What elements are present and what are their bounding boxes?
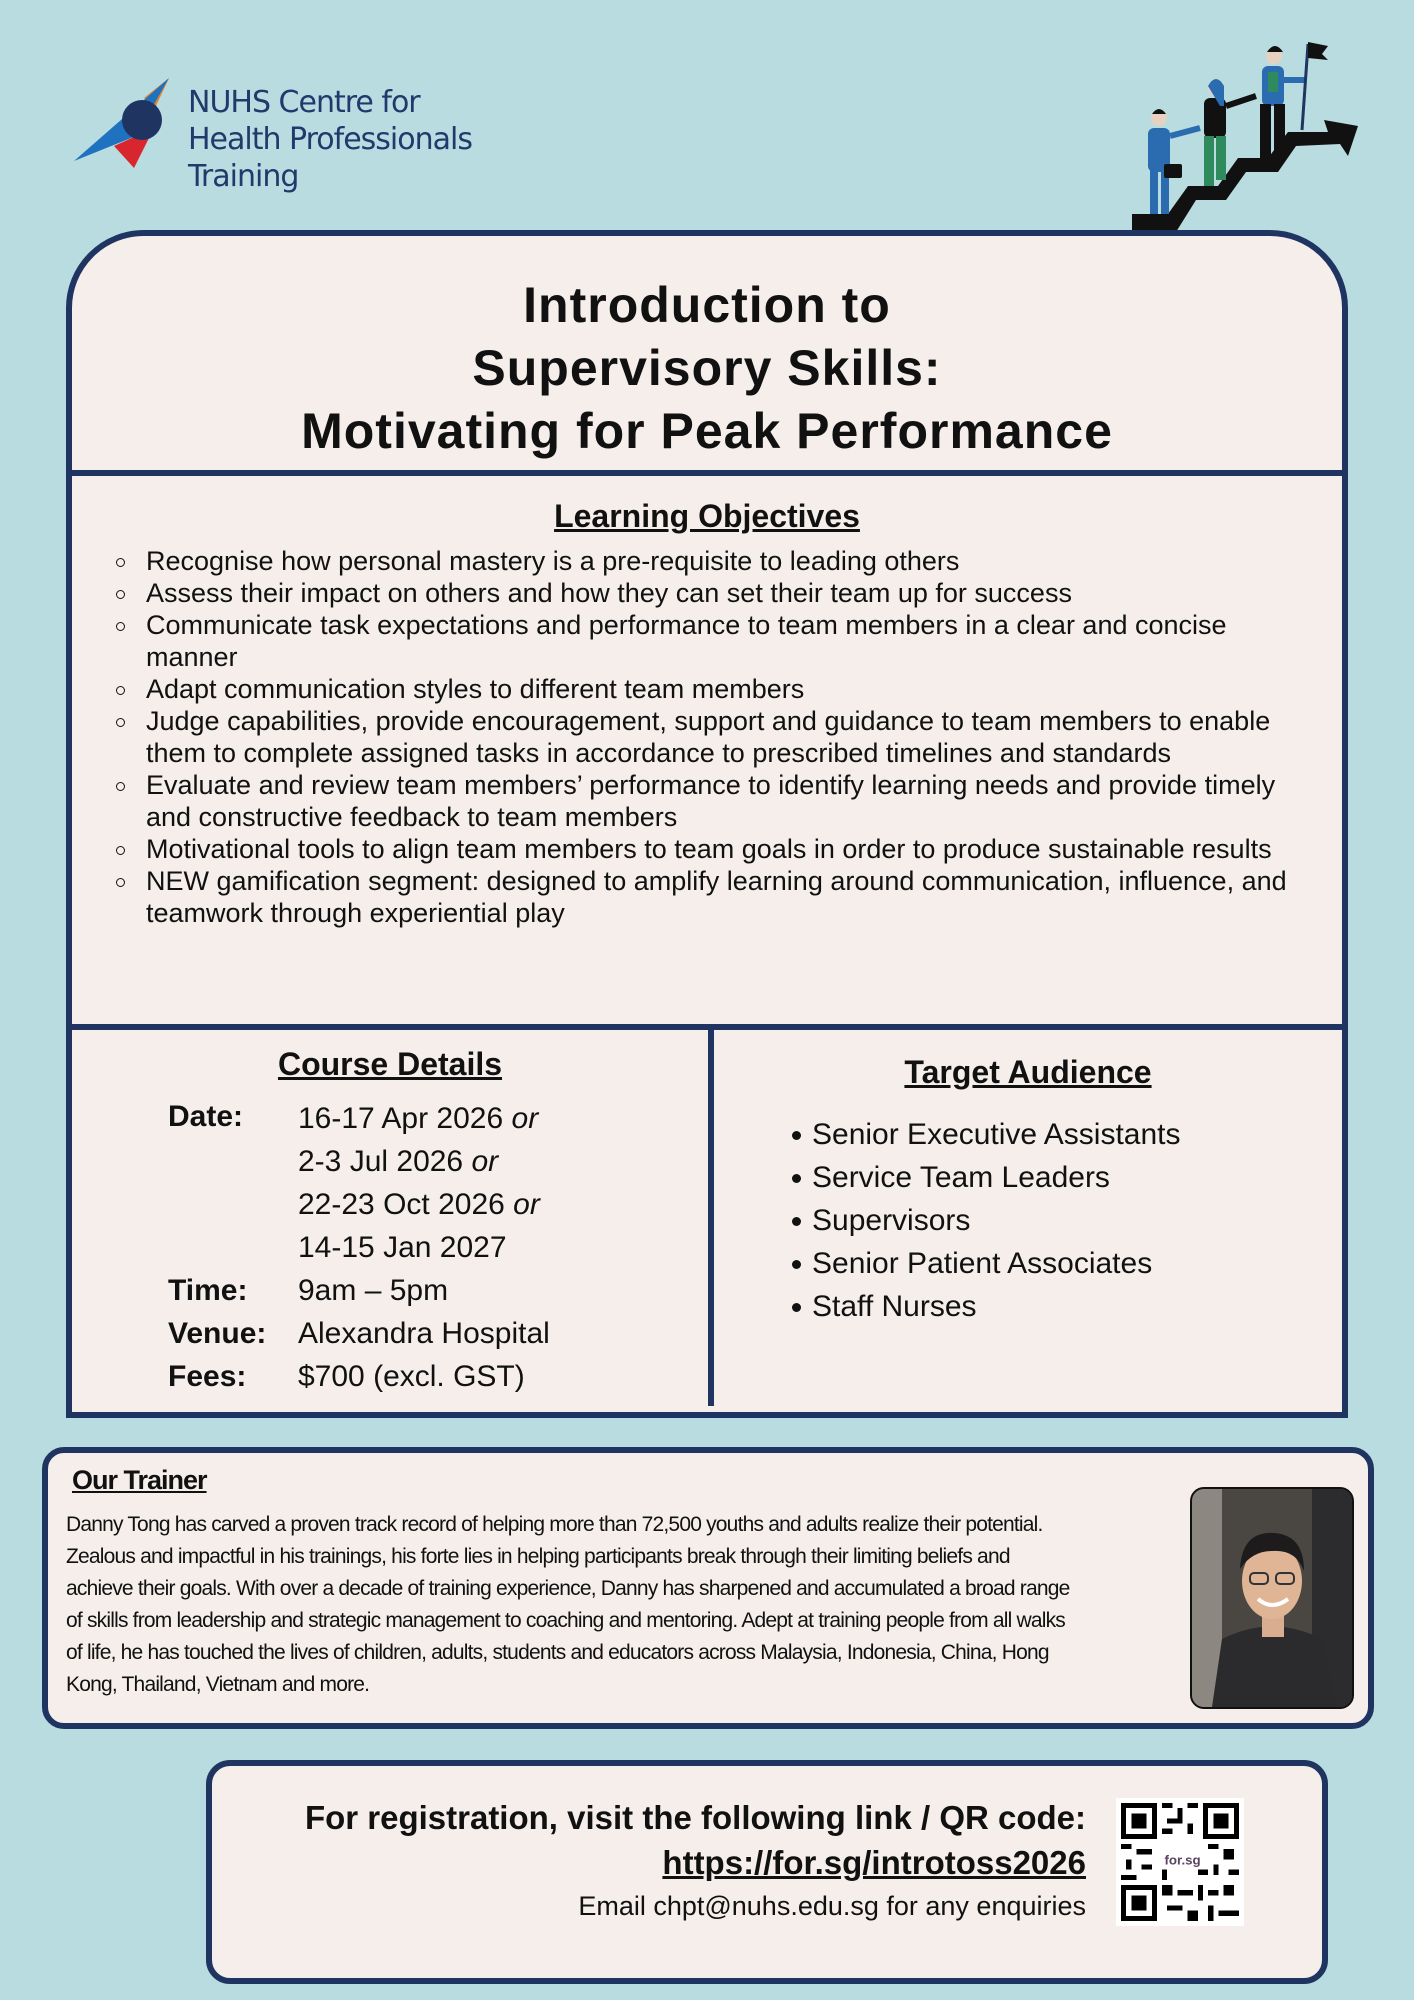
course-details bbox=[72, 1030, 708, 1393]
hollow-bullet-icon bbox=[116, 718, 125, 727]
hollow-bullet-icon bbox=[116, 846, 125, 855]
audience-item: Senior Patient Associates bbox=[812, 1242, 1342, 1285]
hollow-bullet-icon bbox=[116, 558, 125, 567]
objective-text: Recognise how personal mastery is a pre-requisite to leading others bbox=[146, 546, 960, 576]
audience-item: Service Team Leaders bbox=[812, 1156, 1342, 1199]
learning-objectives-heading: Learning Objectives bbox=[554, 498, 860, 534]
target-audience-list bbox=[714, 1113, 1342, 1328]
bullet-icon bbox=[792, 1217, 801, 1226]
date-value-4: 14-15 Jan 2027 bbox=[298, 1231, 507, 1264]
target-audience-heading: Target Audience bbox=[904, 1054, 1152, 1090]
objective-text: Judge capabilities, provide encouragement, support and guidance to team members to enable them to complete assigned tasks in accordance to prescribed timelines and standards bbox=[146, 706, 1271, 768]
time-value: 9am – 5pm bbox=[298, 1274, 449, 1307]
bio-line: Zealous and impactful in his trainings, his forte lies in helping participants break through their limiting beliefs and bbox=[66, 1545, 1010, 1568]
fees-label: Fees: bbox=[168, 1360, 247, 1393]
nuhs-logo bbox=[74, 76, 494, 206]
nuhs-logo-mark-icon bbox=[74, 76, 174, 176]
bio-line: Kong, Thailand, Vietnam and more. bbox=[66, 1673, 370, 1696]
title-section bbox=[72, 236, 1342, 470]
hollow-bullet-icon bbox=[116, 686, 125, 695]
bio-line: achieve their goals. With over a decade of training experience, Danny has sharpened and accumulated a broad range bbox=[66, 1577, 1070, 1600]
bullet-icon bbox=[792, 1131, 801, 1140]
objective-item bbox=[146, 673, 1296, 705]
hollow-bullet-icon bbox=[116, 878, 125, 887]
learning-objectives-list bbox=[72, 545, 1296, 929]
hollow-bullet-icon bbox=[116, 782, 125, 791]
registration-card bbox=[206, 1760, 1328, 1984]
logo-line-3: Training bbox=[188, 159, 299, 194]
objective-text: Motivational tools to align team members to team goals in order to produce sustainable results bbox=[146, 834, 1272, 864]
details-section bbox=[72, 1030, 1342, 1406]
bio-line: of life, he has touched the lives of children, adults, students and educators across Malaysia, Indonesia, China, Hong bbox=[66, 1641, 1049, 1664]
qr-code-icon bbox=[1116, 1798, 1244, 1926]
venue-value: Alexandra Hospital bbox=[298, 1317, 550, 1350]
objective-item bbox=[146, 577, 1296, 609]
trainer-card bbox=[42, 1447, 1374, 1729]
objective-text: Evaluate and review team members’ performance to identify learning needs and provide timely and constructive feedback to team members bbox=[146, 770, 1276, 832]
objective-text: Communicate task expectations and performance to team members in a clear and concise manner bbox=[146, 610, 1227, 672]
date-value-3: 22-23 Oct 2026 or bbox=[298, 1188, 540, 1221]
time-label: Time: bbox=[168, 1274, 248, 1307]
trainer-photo bbox=[1190, 1487, 1354, 1709]
qr-code[interactable] bbox=[1116, 1798, 1244, 1926]
svg-text:for.sg: for.sg bbox=[1164, 1852, 1201, 1868]
logo-text bbox=[188, 84, 472, 195]
team-climbing-stairs-icon bbox=[1128, 36, 1368, 236]
title-line-3: Motivating for Peak Performance bbox=[301, 403, 1113, 459]
trainer-bio bbox=[66, 1509, 1236, 1701]
trainer-heading: Our Trainer bbox=[72, 1465, 207, 1495]
hollow-bullet-icon bbox=[116, 590, 125, 599]
registration-link[interactable]: https://for.sg/introtoss2026 bbox=[662, 1844, 1086, 1881]
learning-objectives-section bbox=[72, 476, 1342, 1024]
registration-instruction: For registration, visit the following link / QR code: bbox=[304, 1799, 1086, 1836]
objective-item bbox=[146, 769, 1296, 833]
date-value-2: 2-3 Jul 2026 or bbox=[298, 1145, 499, 1178]
bio-line: of skills from leadership and strategic management to coaching and mentoring. Adept at training people from all walks bbox=[66, 1609, 1065, 1632]
objective-item bbox=[146, 545, 1296, 577]
objective-item bbox=[146, 833, 1296, 865]
title-line-1: Introduction to bbox=[523, 277, 891, 333]
audience-item: Senior Executive Assistants bbox=[812, 1113, 1342, 1156]
objective-item bbox=[146, 705, 1296, 769]
bullet-icon bbox=[792, 1174, 801, 1183]
logo-line-1: NUHS Centre for bbox=[188, 85, 420, 120]
date-label: Date: bbox=[168, 1100, 244, 1133]
hollow-bullet-icon bbox=[116, 622, 125, 631]
bullet-icon bbox=[792, 1303, 801, 1312]
bullet-icon bbox=[792, 1260, 801, 1269]
audience-item: Staff Nurses bbox=[812, 1285, 1342, 1328]
course-card bbox=[66, 230, 1348, 1418]
objective-text: Assess their impact on others and how they can set their team up for success bbox=[146, 578, 1072, 608]
audience-item: Supervisors bbox=[812, 1199, 1342, 1242]
objective-item bbox=[146, 609, 1296, 673]
objective-text: Adapt communication styles to different team members bbox=[146, 674, 805, 704]
title-line-2: Supervisory Skills: bbox=[472, 340, 942, 396]
enquiry-email: Email chpt@nuhs.edu.sg for any enquiries bbox=[578, 1891, 1086, 1921]
date-value-1: 16-17 Apr 2026 or bbox=[298, 1102, 539, 1135]
course-details-heading: Course Details bbox=[277, 1046, 503, 1082]
logo-line-2: Health Professionals bbox=[188, 122, 472, 157]
objective-text: NEW gamification segment: designed to amplify learning around communication, influence, and teamwork through experiential play bbox=[146, 866, 1287, 928]
objective-item bbox=[146, 865, 1296, 929]
target-audience bbox=[714, 1030, 1342, 1328]
venue-label: Venue: bbox=[168, 1317, 267, 1350]
person-photo-icon bbox=[1192, 1489, 1352, 1707]
bio-line: Danny Tong has carved a proven track record of helping more than 72,500 youths and adults realize their potential. bbox=[66, 1513, 1043, 1536]
fees-value: $700 (excl. GST) bbox=[298, 1360, 525, 1393]
registration-text bbox=[305, 1796, 1086, 1926]
